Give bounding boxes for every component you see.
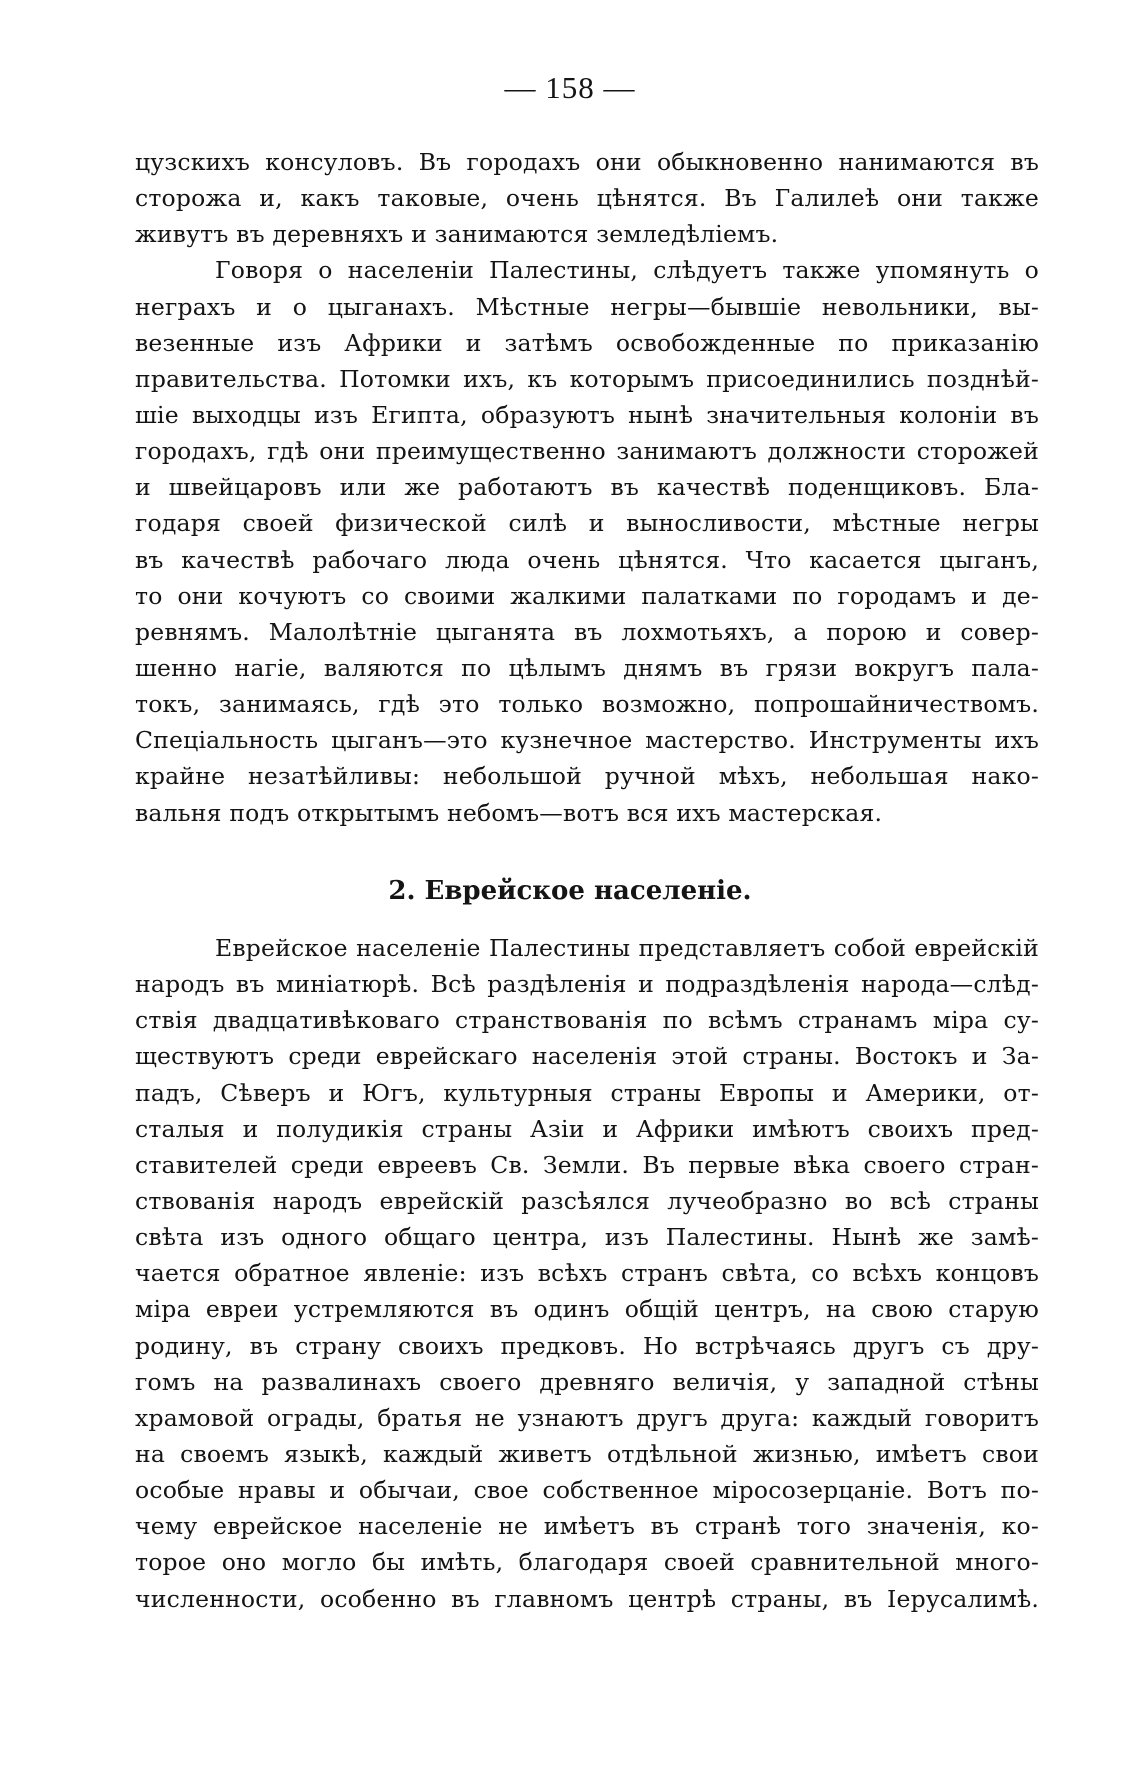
text-line: міра евреи устремляются въ одинъ общій центръ, на свою старую [135, 1295, 1039, 1324]
text-line: въ качествѣ рабочаго люда очень цѣнятся. Что касается цыганъ, [135, 545, 1039, 574]
text-line: Говоря о населеніи Палестины, слѣдуетъ также упомянуть о [215, 256, 1039, 285]
section-two-text [135, 930, 1039, 1617]
text-line: торое оно могло бы имѣть, благодаря своей сравнительной много- [135, 1548, 1039, 1577]
page-number: — 158 — [504, 70, 636, 105]
text-line: токъ, занимаясь, гдѣ это только возможно, попрошайничествомъ. [135, 690, 1039, 719]
section-one-text [135, 144, 1039, 831]
text-line: ствія двадцативѣковаго странствованія по всѣмъ странамъ міра су- [135, 1006, 1039, 1035]
text-line: родину, въ страну своихъ предковъ. Но встрѣчаясь другъ съ дру- [135, 1331, 1039, 1360]
text-line: свѣта изъ одного общаго центра, изъ Палестины. Нынѣ же замѣ- [135, 1223, 1039, 1252]
text-line: Еврейское населеніе Палестины представляетъ собой еврейскій [215, 934, 1039, 962]
text-line: годаря своей физической силѣ и выносливости, мѣстные негры [135, 509, 1039, 538]
text-line: вальня подъ открытымъ небомъ—вотъ вся ихъ мастерская. [135, 798, 883, 827]
text-line: ставителей среди евреевъ Св. Земли. Въ первые вѣка своего стран- [135, 1150, 1039, 1179]
text-line: храмовой ограды, братья не узнаютъ другъ друга: каждый говоритъ [135, 1403, 1039, 1432]
text-line: цузскихъ консуловъ. Въ городахъ они обыкновенно нанимаются въ [135, 148, 1039, 176]
text-line: правительства. Потомки ихъ, къ которымъ присоединились позднѣй- [135, 364, 1039, 393]
text-line: везенные изъ Африки и затѣмъ освобожденные по приказанію [135, 328, 1039, 357]
text-line: ревнямъ. Малолѣтніе цыганята въ лохмотьяхъ, а порою и совер- [135, 617, 1039, 646]
text-line: сталыя и полудикія страны Азіи и Африки имѣютъ своихъ пред- [135, 1114, 1039, 1143]
section-heading: 2. Еврейское населеніе. [388, 876, 752, 906]
text-line: живутъ въ деревняхъ и занимаются земледѣліемъ. [135, 220, 779, 249]
text-line: на своемъ языкѣ, каждый живетъ отдѣльной жизнью, имѣетъ свои [135, 1439, 1039, 1468]
text-line: крайне незатѣйливы: небольшой ручной мѣхъ, небольшая нако- [135, 762, 1039, 791]
text-line: народъ въ миніатюрѣ. Всѣ раздѣленія и подраздѣленія народа—слѣд- [135, 970, 1039, 999]
text-line: особые нравы и обычаи, свое собственное міросозерцаніе. Вотъ по- [135, 1476, 1039, 1505]
text-line: сторожа и, какъ таковые, очень цѣнятся. Въ Галилеѣ они также [135, 184, 1039, 213]
text-line: чему еврейское населеніе не имѣетъ въ странѣ того значенія, ко- [135, 1512, 1039, 1541]
text-line: падъ, Сѣверъ и Югъ, культурныя страны Европы и Америки, от- [135, 1078, 1039, 1107]
text-line: численности, особенно въ главномъ центрѣ страны, въ Іерусалимѣ. [135, 1584, 1039, 1613]
text-line: шенно нагіе, валяются по цѣлымъ днямъ въ грязи вокругъ пала- [135, 653, 1039, 682]
text-line: то они кочуютъ со своими жалкими палатками по городамъ и де- [135, 581, 1039, 610]
text-line: неграхъ и о цыганахъ. Мѣстные негры—бывшіе невольники, вы- [135, 292, 1039, 321]
text-line: гомъ на развалинахъ своего древняго величія, у западной стѣны [135, 1367, 1039, 1396]
text-line: чается обратное явленіе: изъ всѣхъ странъ свѣта, со всѣхъ концовъ [135, 1259, 1039, 1288]
text-line: городахъ, гдѣ они преимущественно занимаютъ должности сторожей [135, 437, 1039, 466]
text-line: ствованія народъ еврейскій разсѣялся лучеобразно во всѣ страны [135, 1186, 1039, 1215]
text-line: и швейцаровъ или же работаютъ въ качествѣ поденщиковъ. Бла- [135, 473, 1039, 502]
text-line: Спеціальность цыганъ—это кузнечное мастерство. Инструменты ихъ [135, 726, 1039, 755]
text-line: шіе выходцы изъ Египта, образуютъ нынѣ значительныя колоніи въ [135, 400, 1039, 429]
text-line: ществуютъ среди еврейскаго населенія этой страны. Востокъ и За- [135, 1042, 1039, 1071]
